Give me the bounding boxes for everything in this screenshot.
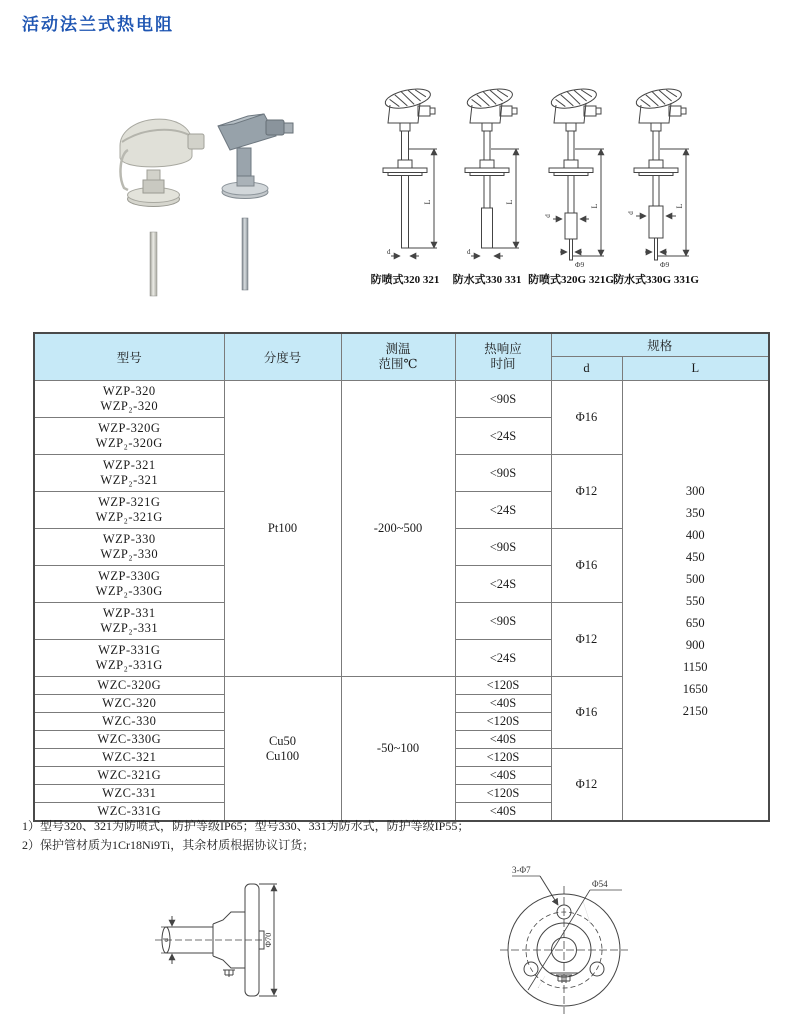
response-cell: <90S: [455, 603, 551, 640]
model-cell: WZC-331G: [34, 803, 224, 822]
svg-text:d: d: [627, 211, 635, 215]
svg-text:d: d: [387, 248, 391, 256]
product-photos: [98, 84, 303, 300]
outline-drawing-330-331: [465, 86, 519, 256]
response-cell: <40S: [455, 803, 551, 822]
d-cell: Φ12: [551, 603, 622, 677]
graduation-cell: Cu50 Cu100: [224, 677, 341, 822]
notes: [22, 817, 469, 855]
svg-text:Φ70: Φ70: [263, 932, 273, 948]
response-cell: <120S: [455, 713, 551, 731]
response-cell: <40S: [455, 731, 551, 749]
col-header-d: d: [551, 357, 622, 381]
drawing-caption-3: 防喷式320G 321G: [528, 274, 614, 286]
model-cell: WZC-321G: [34, 767, 224, 785]
range-cell: -50~100: [341, 677, 455, 822]
svg-text:Φ9: Φ9: [660, 260, 670, 269]
col-header-response: 热响应 时间: [455, 333, 551, 381]
model-cell: WZC-331: [34, 785, 224, 803]
model-cell: WZC-320: [34, 695, 224, 713]
page-title: 活动法兰式热电阻: [22, 15, 174, 34]
model-cell: WZP-331G WZP₂-331G: [34, 640, 224, 677]
model-cell: WZP-321 WZP₂-321: [34, 455, 224, 492]
flange-front-view-drawing: [492, 860, 642, 1020]
svg-text:L: L: [590, 203, 599, 209]
L-cell: 300 350 400 450 500 550 650 900 1150 1650 2150: [622, 381, 769, 822]
svg-text:d: d: [467, 248, 471, 256]
d-cell: Φ16: [551, 529, 622, 603]
response-cell: <90S: [455, 529, 551, 566]
drawing-caption-2: 防水式330 331: [452, 274, 522, 286]
graduation-cell: Pt100: [224, 381, 341, 677]
drawing-caption-4: 防水式330G 331G: [613, 274, 699, 286]
model-cell: WZC-320G: [34, 677, 224, 695]
spec-table: [33, 332, 770, 822]
svg-text:d: d: [544, 214, 552, 218]
col-header-model: 型号: [34, 333, 224, 381]
note-1: 1）型号320、321为防喷式，防护等级IP65；型号330、331为防水式，防护等级IP55；: [22, 819, 470, 833]
d-cell: Φ12: [551, 749, 622, 822]
model-cell: WZP-331 WZP₂-331: [34, 603, 224, 640]
col-header-L: L: [622, 357, 769, 381]
flange-side-view-drawing: [153, 878, 283, 1013]
note-2: 2）保护管材质为1Cr18Ni9Ti，其余材质根据协议订货；: [22, 838, 315, 852]
model-cell: WZP-321G WZP₂-321G: [34, 492, 224, 529]
d-cell: Φ12: [551, 455, 622, 529]
response-cell: <120S: [455, 785, 551, 803]
col-header-spec: 规格: [551, 333, 769, 357]
range-cell: -200~500: [341, 381, 455, 677]
svg-text:Φ9: Φ9: [575, 260, 585, 269]
svg-text:L: L: [505, 199, 514, 205]
response-cell: <90S: [455, 455, 551, 492]
response-cell: <90S: [455, 381, 551, 418]
col-header-range: 测温 范围℃: [341, 333, 455, 381]
drawing-caption-1: 防喷式320 321: [370, 274, 440, 286]
table-row: [34, 381, 769, 418]
outline-drawing-320G-321G: [544, 86, 604, 269]
model-cell: WZC-321: [34, 749, 224, 767]
svg-text:L: L: [423, 199, 432, 205]
d-cell: Φ16: [551, 381, 622, 455]
model-cell: WZP-320G WZP₂-320G: [34, 418, 224, 455]
model-cell: WZP-320 WZP₂-320: [34, 381, 224, 418]
product-photo-right: [218, 114, 293, 290]
svg-text:d: d: [161, 938, 170, 942]
product-photo-left: [120, 119, 204, 296]
response-cell: <120S: [455, 749, 551, 767]
response-cell: <24S: [455, 418, 551, 455]
col-header-graduation: 分度号: [224, 333, 341, 381]
response-cell: <120S: [455, 677, 551, 695]
response-cell: <40S: [455, 695, 551, 713]
model-cell: WZP-330G WZP₂-330G: [34, 566, 224, 603]
response-cell: <24S: [455, 640, 551, 677]
svg-text:3-Φ7: 3-Φ7: [512, 865, 531, 875]
response-cell: <24S: [455, 492, 551, 529]
outline-drawing-320-321: [383, 86, 437, 256]
response-cell: <24S: [455, 566, 551, 603]
model-cell: WZC-330G: [34, 731, 224, 749]
outline-drawing-330G-331G: [627, 86, 689, 269]
model-cell: WZC-330: [34, 713, 224, 731]
outline-drawings: [363, 86, 698, 270]
svg-text:Φ54: Φ54: [592, 879, 608, 889]
svg-text:L: L: [675, 203, 684, 209]
model-cell: WZP-330 WZP₂-330: [34, 529, 224, 566]
response-cell: <40S: [455, 767, 551, 785]
d-cell: Φ16: [551, 677, 622, 749]
